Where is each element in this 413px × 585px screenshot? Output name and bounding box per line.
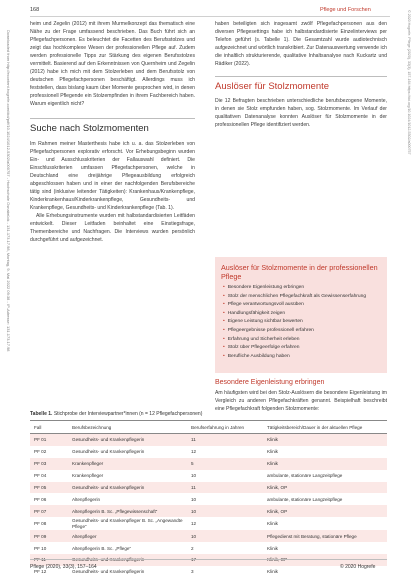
cell-fall: PF 09 — [30, 530, 71, 542]
cell-bereich: Klinik — [267, 569, 278, 575]
cell-bereich: ambulante, stationäre Langzeitpflege — [267, 496, 343, 502]
cell-beruf: Altenpflegerin — [72, 496, 101, 502]
cell-fall: PF 08 — [34, 521, 47, 527]
right-paragraph-2: Die 12 Befragten beschrieben unterschiedliche berufsbezogene Momente, in denen sie Stolz empfunden haben, sog. Stolzmomente. Im Verlauf der qualitativen Datenanalyse konnten Auslöser für Stolzmomente in der professionellen Pflege identifiziert werden. — [215, 97, 387, 128]
info-box-title: Auslöser für Stolzmomente in der professionellen Pflege — [221, 263, 378, 281]
cell-beruf: Altenpfleger — [71, 530, 190, 542]
table-caption — [30, 411, 202, 417]
column-header-fall: Fall — [30, 421, 71, 434]
table-row — [30, 446, 387, 458]
table-caption-label: Tabelle 1. — [30, 411, 53, 417]
table-row — [30, 493, 387, 505]
cell-fall: PF 05 — [30, 482, 71, 494]
cell-erfahrung: 10 — [191, 496, 197, 502]
table-header-row — [30, 421, 387, 434]
cell-bereich: Klinik — [266, 458, 387, 470]
cell-bereich: Klinik, OP — [266, 482, 387, 494]
left-column — [30, 20, 195, 244]
right-margin-note-text: © 2020 Hogrefe. Pflege (2020), 33(3), 157-164 https://doi.org/10.1024/1012-5302/a000757 — [407, 10, 411, 155]
info-box-item: • Pflegeergebnisse professionell erfahren — [223, 327, 366, 336]
download-watermark-text: Downloaded from http://econtent.hogrefe.com/doi/pdf/10.1024/1012-5302/a000757 - Hochschule Osnabrück - 131.173.17.98, Montag, 9. Mai 2022 09:38 - IP-Adresse: 131.173.17.98 — [6, 30, 11, 352]
right-column — [215, 20, 387, 129]
cell-beruf: Altenpflegerin B. Sc. „Pflegewissenschaft“ — [71, 505, 190, 517]
cell-erfahrung: 2 — [191, 545, 194, 551]
cell-bereich: Klinik, OP — [266, 505, 387, 517]
cell-erfahrung: 17 — [190, 554, 266, 566]
cell-fall: PF 06 — [34, 496, 47, 502]
cell-erfahrung: 10 — [190, 530, 266, 542]
cell-fall: PF 11 — [30, 554, 71, 566]
left-paragraph-3: Alle Erhebungsinstrumente wurden mit halbstandardisierten Leitfäden entwickelt. Dieser Leitfaden beinhaltet eine Einstiegsfrage, Themenbereiche und Nachfragen. Die Interviews wurden persönlich durchgeführt und aufgezeichnet. — [30, 212, 195, 243]
column-header-erfahrung: Berufserfahrung in Jahren — [190, 421, 266, 434]
info-box-item: • Stolz der menschlichen Pflegefachkraft als Gewissenserfahrung — [223, 293, 366, 302]
right-margin-note — [404, 10, 411, 480]
info-box-item: • Stolz über Pflegeerfolge erfahren — [223, 344, 366, 353]
table-row — [30, 530, 387, 542]
sample-table — [30, 420, 387, 578]
cell-fall: PF 04 — [34, 473, 47, 479]
cell-bereich: Pflegedienst mit Beratung, stationäre Pflege — [266, 530, 387, 542]
cell-fall: PF 12 — [34, 569, 47, 575]
cell-fall: PF 07 — [30, 505, 71, 517]
cell-bereich: ambulante, stationäre Langzeitpflege — [267, 473, 343, 479]
table-caption-text: Stichprobe der Interviewpartner*innen (n = 12 Pflegefachpersonen) — [53, 411, 203, 417]
table-row — [30, 434, 387, 446]
table-row — [30, 542, 387, 554]
section-heading-suche: Suche nach Stolzmomenten — [30, 122, 149, 134]
cell-erfahrung: 12 — [191, 449, 197, 455]
cell-erfahrung: 10 — [191, 473, 197, 479]
info-box-item: • Erfahrung und Sicherheit erleben — [223, 336, 366, 345]
table-row — [30, 458, 387, 470]
cell-fall: PF 03 — [30, 458, 71, 470]
right-paragraph-3: Am häufigsten wird bei den Stolz-Auslösern die besondere Eigenleistung im Vergleich zu anderen Pflegefachkräften genannt. Beispielhaft beschreibt eine Pflegefachkraft folgenden Stolzmomente: — [215, 390, 387, 412]
header-rule — [30, 16, 390, 17]
table-row — [30, 482, 387, 494]
info-box-item: • Berufliche Ausbildung haben — [223, 353, 366, 362]
cell-beruf: Gesundheits- und Krankenpflegerin — [71, 554, 190, 566]
section-heading-ausloeser: Auslöser für Stolzmomente — [215, 80, 330, 92]
info-box-list — [223, 284, 366, 361]
info-box-item: • Besondere Eigenleistung erbringen — [223, 284, 366, 293]
cell-beruf: Gesundheits- und Krankenpflegerin — [72, 449, 145, 455]
table-row — [30, 517, 387, 530]
footer-citation: Pflege (2020), 33(3), 157–164 — [30, 564, 97, 570]
cell-bereich: Klinik — [267, 449, 278, 455]
info-box — [215, 257, 387, 373]
info-box-item: • Handlungsfähigkeit zeigen — [223, 310, 366, 319]
cell-beruf: Gesundheits- und Krankenpflegerin — [72, 569, 145, 575]
cell-beruf: Krankenpfleger — [72, 473, 104, 479]
cell-erfahrung: 5 — [190, 458, 266, 470]
cell-beruf: Gesundheits- und Krankenpflegerin — [71, 434, 190, 446]
cell-bereich: Klinik — [267, 521, 278, 527]
cell-fall: PF 10 — [34, 545, 47, 551]
column-header-beruf: Berufsbezeichnung — [71, 421, 190, 434]
cell-fall: PF 01 — [30, 434, 71, 446]
cell-erfahrung: 11 — [190, 434, 266, 446]
cell-fall: PF 02 — [34, 449, 47, 455]
left-paragraph-1: heim und Zegelin (2012) mit ihrem Murmelkonzept das thematisch eine Nähe zu der Frage umfassend beschrieben. Das Buch führt sich an Pflegefachpersonen. Es beleuchtet die Facetten des Berufsstolzes und zeigt das hochkomplexe Wesen der professionellen Pflege auf. Zudem werden professionelle Tipps zur Stärkung des eigenen Berufsstolzes vermittelt. Basierend auf den Erkenntnissen von Quernheim und Zegelin (2012) habe ich mich mit dem Stolzerleben und dem Berufsstolz von deutschen Pflegefachpersonen beschäftigt. Allerdings muss ich feststellen, dass bislang kaum über Momente gesprochen wird, in denen professionell Pflegende ein Stolzempfinden in ihrem Fachbereich haben. Warum eigentlich nicht? — [30, 21, 195, 107]
running-section-title: Pflege und Forschen — [320, 7, 371, 13]
info-box-item: • Pflege verantwortungsvoll ausüben — [223, 301, 366, 310]
column-header-bereich: Tätigkeitsbereich/Dauer in der aktuellen Pflege — [266, 421, 387, 434]
right-lower-block — [215, 378, 387, 413]
footer-rule — [30, 559, 387, 560]
cell-erfahrung: 11 — [190, 482, 266, 494]
left-paragraph-2: Im Rahmen meiner Masterthesis habe ich u. a. das Stolzerleben von Pflegefachpersonen explorativ erforscht. Vor Erhebungsbeginn wurden Ein- und Ausschlusskriterien der Fallauswahl definiert. Die Einschlusskriterien umfassen Pflegefachpersonen, welche in Deutschland eine dreijährige Pflegeausbildung erfolgreich abgeschlossen haben und in einer der nachfolgenden Berufsbereiche tätig sind (inklusive leitender Tätigkeiten): Krankenhaus/Krankenpflege, Kinderkrankenhaus/Kinderkrankenpflege, Gesundheits- und Krankenpflege, Gesundheits- und Kinderkrankenpflege (Tab. 1). — [30, 140, 195, 211]
cell-erfahrung: 12 — [191, 521, 197, 527]
cell-beruf: Krankenpfleger — [71, 458, 190, 470]
cell-erfahrung: 3 — [191, 569, 194, 575]
right-paragraph-1: haben beteiligten sich insgesamt zwölf Pflegefachpersonen aus den diversen Pflegesettings habe ich halbstandardisierte Einzelinterviews per Telefon geführt (s. Tabelle 1). Die Gesamtzahl wurde audiotechnisch aufgezeichnet und wörtlich transkribiert. Zur Datenauswertung verwende ich die inhaltlich strukturierende, qualitative Inhaltsanalyse nach Kuckartz und Rädiker (2022). — [215, 21, 387, 67]
table-row — [30, 505, 387, 517]
info-box-item: • Eigene Leistung sichtbar bewerten — [223, 318, 366, 327]
cell-bereich: Klinik, OP — [266, 554, 387, 566]
cell-beruf: Gesundheits- und Krankenpflegerin — [71, 482, 190, 494]
cell-bereich: Klinik — [266, 434, 387, 446]
footer-copyright-text: © 2020 Hogrefe — [340, 564, 376, 570]
cell-erfahrung: 10 — [190, 505, 266, 517]
subheading-eigenleistung: Besondere Eigenleistung erbringen — [215, 379, 325, 386]
table-row — [30, 470, 387, 482]
cell-beruf: Altenpflegerin B. Sc. „Pflege“ — [72, 545, 131, 551]
download-watermark — [2, 30, 11, 560]
cell-beruf: Gesundheits- und Krankenpfleger B. Sc. „Angewandte Pflege“ — [72, 518, 183, 529]
page-number: 168 — [30, 7, 40, 13]
cell-bereich: Klinik — [267, 545, 278, 551]
footer-copyright — [340, 564, 375, 570]
